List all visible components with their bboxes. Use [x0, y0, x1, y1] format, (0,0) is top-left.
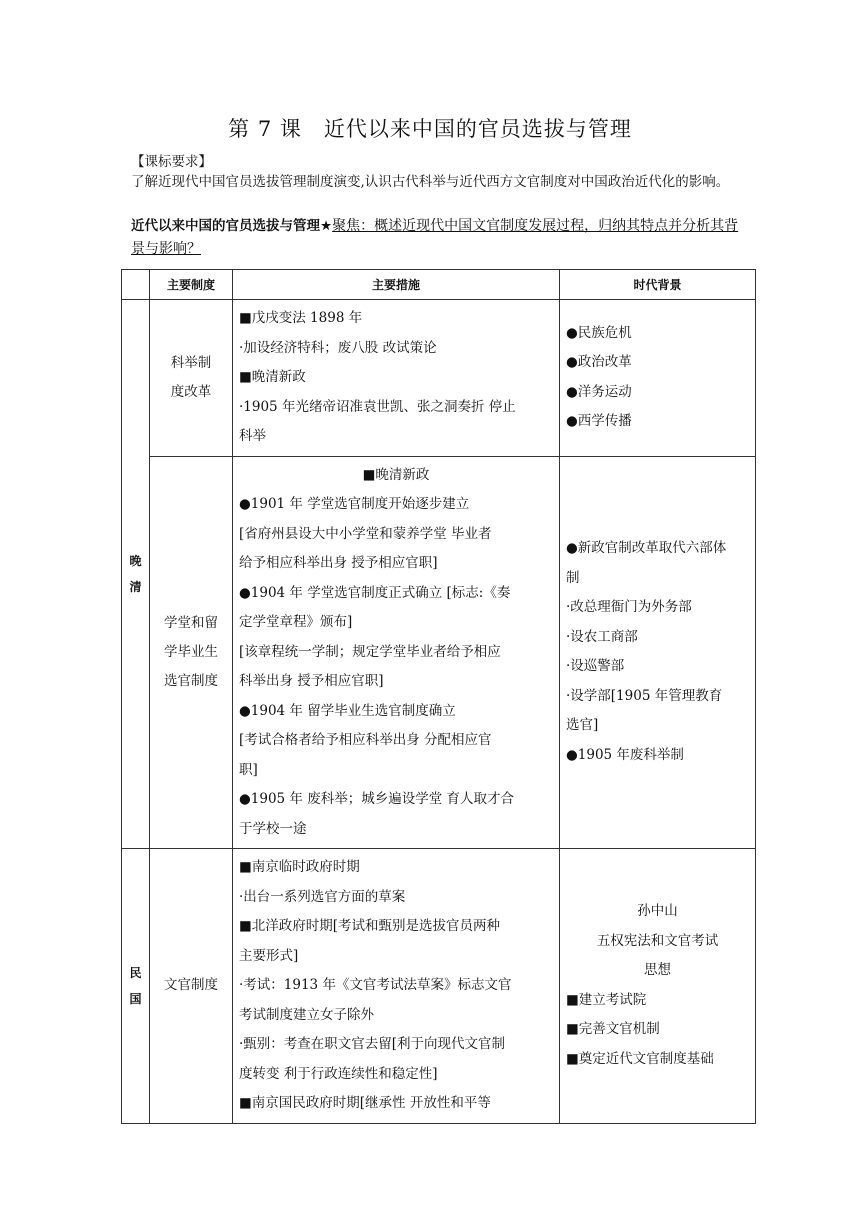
system-cell	[150, 456, 233, 849]
background-line: ·改总理衙门为外务部	[566, 599, 692, 616]
measure-line: 于学校一途	[239, 820, 307, 837]
background-line: ●1905 年废科举制	[566, 746, 684, 763]
background-line: 选官]	[566, 717, 599, 734]
system-line: 学毕业生	[164, 643, 218, 660]
period-republic	[122, 849, 150, 1124]
requirement-text: 了解近现代中国官员选拔管理制度演变,认识古代科举与近代西方文官制度对中国政治近代化的影响。	[131, 174, 730, 190]
background-center-line: 孙中山	[637, 903, 678, 920]
measure-line: ■戊戌变法 1898 年	[239, 310, 363, 326]
measure-line: ·加设经济特科；废八股 改试策论	[239, 339, 437, 356]
measure-line: 给予相应科举出身 授予相应官职]	[239, 555, 438, 571]
measure-line: ●1904 年 学堂选官制度正式确立 [标志:《奏	[239, 584, 511, 601]
focus-bold: 近代以来中国的官员选拔与管理★	[131, 218, 333, 234]
system-line: 度改革	[170, 383, 212, 400]
measure-line: 主要形式]	[239, 947, 299, 964]
background-line: 制	[566, 569, 580, 586]
measures-cell	[233, 300, 560, 457]
header-empty	[122, 270, 150, 300]
measure-line: 定学堂章程》颁布]	[239, 614, 353, 630]
focus-paragraph	[131, 215, 741, 261]
measure-line: 科举出身 授予相应官职]	[239, 673, 384, 689]
system-line: 学堂和留	[164, 614, 218, 631]
system-cell	[150, 849, 233, 1124]
measure-line: ■晚清新政	[239, 369, 306, 385]
measure-line: ●1905 年 废科举；城乡遍设学堂 育人取才合	[239, 791, 515, 807]
background-line: ●民族危机	[566, 324, 632, 341]
system-line: 文官制度	[164, 977, 218, 994]
background-line: ■建立考试院	[566, 991, 647, 1008]
background-cell	[560, 300, 756, 457]
measure-line: ■南京临时政府时期	[239, 859, 360, 875]
background-line: ·设学部[1905 年管理教育	[566, 687, 723, 704]
header-system: 主要制度	[150, 270, 233, 300]
background-center-line: 五权宪法和文官考试	[596, 932, 719, 949]
table-row	[122, 300, 756, 457]
page-title: 第 7 课 近代以来中国的官员选拔与管理	[228, 117, 632, 141]
background-line: ●洋务运动	[566, 383, 632, 400]
header-background: 时代背景	[560, 270, 756, 300]
measure-line: ·考试：1913 年《文官考试法草案》标志文官	[239, 977, 512, 993]
period-char: 国	[129, 991, 142, 1006]
measure-line: [考试合格者给予相应科举出身 分配相应官	[239, 732, 492, 748]
system-cell	[150, 300, 233, 457]
measure-line: 考试制度建立女子除外	[239, 1006, 374, 1023]
measure-line: ●1904 年 留学毕业生选官制度确立	[239, 702, 456, 719]
measure-title: ■晚清新政	[362, 466, 430, 483]
measure-line: 职]	[239, 761, 258, 778]
background-cell	[560, 849, 756, 1124]
measure-line: ·1905 年光绪帝诏准袁世凯、张之洞奏折 停止	[239, 398, 516, 415]
background-line: ■奠定近代文官制度基础	[566, 1050, 714, 1067]
period-char: 清	[129, 580, 142, 594]
background-line: ●政治改革	[566, 354, 632, 371]
background-line: ■完善文官机制	[566, 1021, 660, 1038]
measures-cell	[233, 456, 560, 849]
measure-line: ●1901 年 学堂选官制度开始逐步建立	[239, 496, 470, 512]
period-late-qing	[122, 300, 150, 849]
measure-line: 科举	[239, 428, 266, 444]
header-measures: 主要措施	[233, 270, 560, 300]
table-row	[122, 456, 756, 849]
system-line: 科举制	[170, 354, 212, 371]
measure-line: 度转变 利于行政连续性和稳定性]	[239, 1065, 438, 1082]
background-cell	[560, 456, 756, 849]
measure-line: [该章程统一学制；规定学堂毕业者给予相应	[239, 643, 501, 660]
background-line: ●新政官制改革取代六部体	[566, 540, 727, 557]
measure-line: ·出台一系列选官方面的草案	[239, 888, 406, 905]
table-row	[122, 849, 756, 1124]
table-header-row	[122, 270, 756, 300]
measure-line: ·甄别：考查在职文官去留[利于向现代文官制	[239, 1036, 506, 1052]
background-line: ·设农工商部	[566, 628, 638, 645]
background-center-line: 思想	[644, 962, 671, 979]
background-line: ●西学传播	[566, 413, 632, 430]
official-system-table	[121, 269, 756, 1124]
measures-cell	[233, 849, 560, 1124]
period-char: 民	[129, 965, 142, 980]
measure-line: ■北洋政府时期[考试和甄别是选拔官员两种	[239, 918, 501, 934]
measure-line: [省府州县设大中小学堂和蒙养学堂 毕业者	[239, 525, 492, 542]
period-char: 晚	[129, 554, 142, 568]
measure-line: ■南京国民政府时期[继承性 开放性和平等	[239, 1095, 491, 1111]
focus-underlined: 聚焦：概述近现代中国文官制度发展过程，归纳其特点并分析其背景与影响？	[131, 218, 739, 257]
system-line: 选官制度	[164, 672, 218, 689]
background-line: ·设巡警部	[566, 658, 625, 675]
requirement-heading: 【课标要求】	[131, 154, 212, 170]
